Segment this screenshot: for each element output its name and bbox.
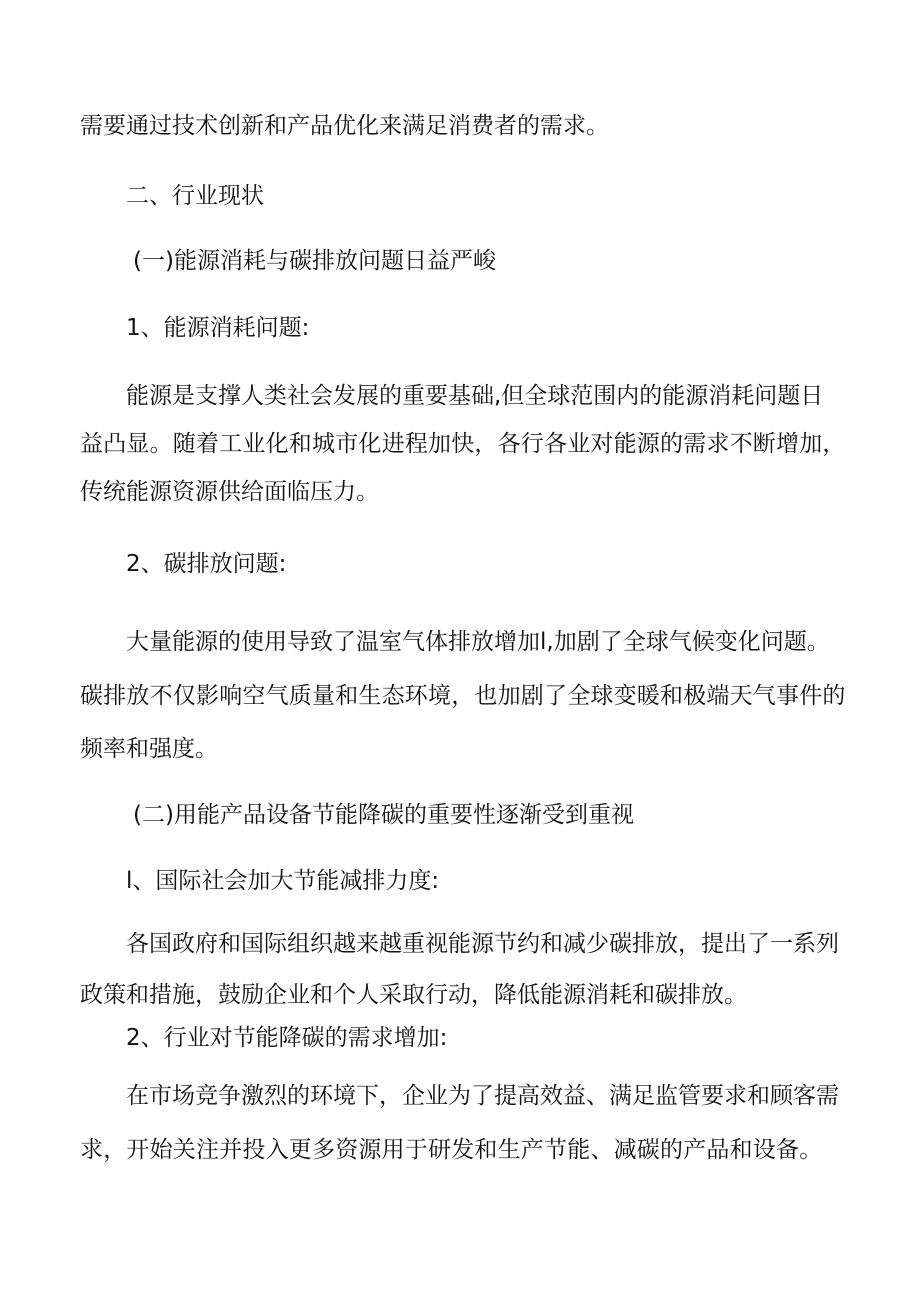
paragraph-carbon-line-3: 频率和强度。 <box>80 736 218 762</box>
paragraph-industry-line-2: 求，开始关注并投入更多资源用于研发和生产节能、减碳的产品和设备。 <box>80 1137 823 1163</box>
subsection-heading-2: (二)用能产品设备节能降碳的重要性逐渐受到重视 <box>133 802 634 828</box>
paragraph-industry-line-1: 在市场竞争激烈的环境下，企业为了提高效益、满足监管要求和顾客需 <box>126 1083 839 1109</box>
paragraph-international-line-2: 政策和措施，鼓励企业和个人采取行动，降低能源消耗和碳排放。 <box>80 982 747 1008</box>
item-heading-energy-consumption: 1、能源消耗问题: <box>126 315 310 341</box>
section-heading: 二、行业现状 <box>126 183 264 209</box>
item-heading-international-efforts: l、国际社会加大节能减排力度: <box>126 868 440 894</box>
item-heading-carbon-emissions: 2、碳排放问题: <box>126 551 287 577</box>
item-heading-industry-demand: 2、行业对节能降碳的需求增加: <box>126 1025 448 1051</box>
paragraph-international-line-1: 各国政府和国际组织越来越重视能源节约和减少碳排放，提出了一系列 <box>126 931 839 957</box>
paragraph-line-continuation: 需要通过技术创新和产品优化来满足消费者的需求。 <box>80 113 609 139</box>
subsection-heading-1: (一)能源消耗与碳排放问题日益严峻 <box>133 248 496 274</box>
paragraph-energy-line-3: 传统能源资源供给面临压力。 <box>80 479 379 505</box>
paragraph-carbon-line-2: 碳排放不仅影响空气质量和生态环境，也加剧了全球变暖和极端天气事件的 <box>80 683 846 709</box>
paragraph-energy-line-2: 益凸显。随着工业化和城市化进程加快，各行各业对能源的需求不断增加， <box>80 431 846 457</box>
paragraph-energy-line-1: 能源是支撑人类社会发展的重要基础,但全球范围内的能源消耗问题日 <box>126 383 824 409</box>
paragraph-carbon-line-1: 大量能源的使用导致了温室气体排放增加l,加剧了全球气候变化问题。 <box>126 629 830 655</box>
